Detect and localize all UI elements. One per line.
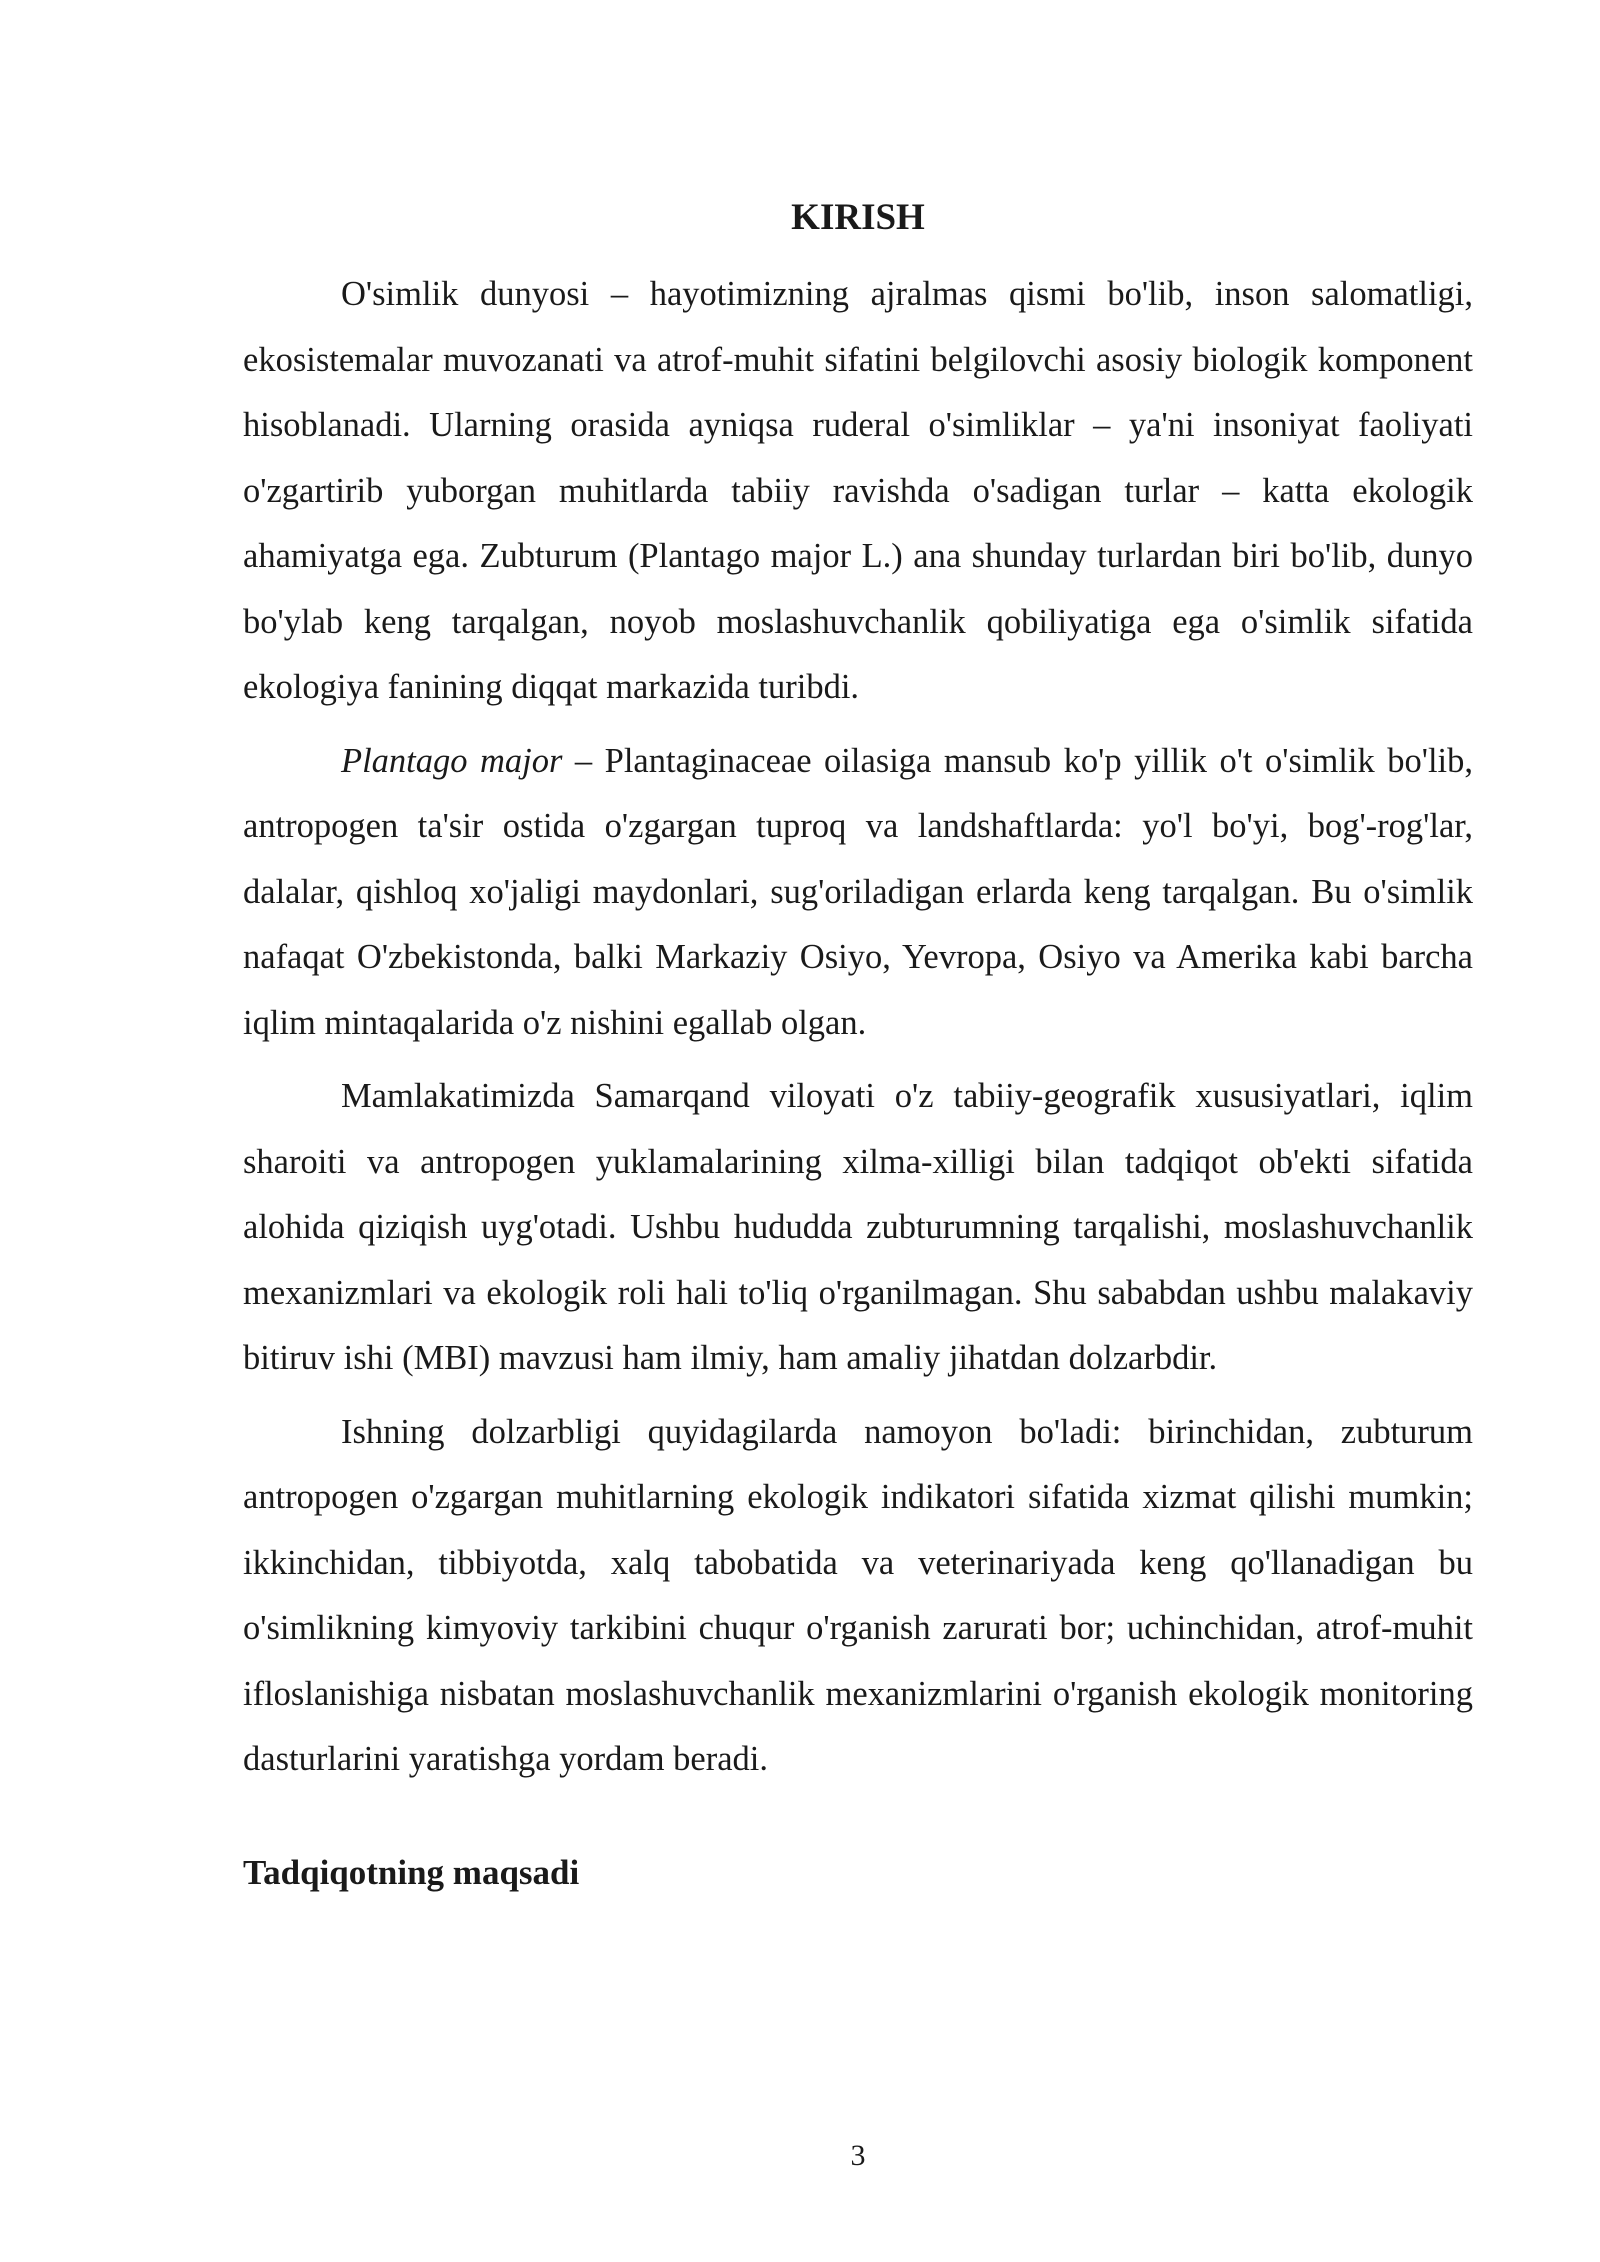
page-title: KIRISH: [791, 197, 925, 238]
paragraph-samarqand: [243, 1064, 1473, 1392]
paragraph-introduction: [243, 262, 1473, 721]
section-heading: Tadqiqotning maqsadi: [243, 1852, 580, 1892]
page-number: 3: [850, 2139, 866, 2172]
species-name-italic: Plantago major: [341, 741, 563, 780]
paragraph-plantago: [243, 729, 1473, 1057]
paragraph-text: – Plantaginaceae oilasiga mansub ko'p yillik o't o'simlik bo'lib, antropogen ta'sir ostida o'zgargan tuproq va landshaftlarda: yo'l bo'yi, bog'-rog'lar, dalalar, qishloq xo'jaligi maydonlari, sug'oriladigan erlarda keng tarqalgan. Bu o'simlik nafaqat O'zbekistonda, balki Markaziy Osiyo, Yevropa, Osiyo va Amerika kabi barcha iqlim mintaqalarida o'z nishini egallab olgan.: [243, 741, 1473, 1042]
paragraph-text: Mamlakatimizda Samarqand viloyati o'z tabiiy-geografik xususiyatlari, iqlim sharoiti va antropogen yuklamalarining xilma-xilligi bilan tadqiqot ob'ekti sifatida alohida qiziqish uyg'otadi. Ushbu hududda zubturumning tarqalishi, moslashuvchanlik mexanizmlari va ekologik roli hali to'liq o'rganilmagan. Shu sababdan ushbu malakaviy bitiruv ishi (MBI) mavzusi ham ilmiy, ham amaliy jihatdan dolzarbdir.: [243, 1077, 1473, 1377]
document-page: [243, 190, 1473, 1901]
paragraph-relevance: [243, 1400, 1473, 1793]
paragraph-text: Ishning dolzarbligi quyidagilarda namoyon bo'ladi: birinchidan, zubturum antropogen o'zgargan muhitlarning ekologik indikatori sifatida xizmat qilishi mumkin; ikkinchidan, tibbiyotda, xalq tabobatida va veterinariyada keng qo'llanadigan bu o'simlikning kimyoviy tarkibini chuqur o'rganish zarurati bor; uchinchidan, atrof-muhit ifloslanishiga nisbatan moslashuvchanlik mexanizmlarini o'rganish ekologik monitoring dasturlarini yaratishga yordam beradi.: [243, 1412, 1473, 1778]
paragraph-text: O'simlik dunyosi – hayotimizning ajralmas qismi bo'lib, inson salomatligi, ekosistemalar muvozanati va atrof-muhit sifatini belgilovchi asosiy biologik komponent hisoblanadi. Ularning orasida ayniqsa ruderal o'simliklar – ya'ni insoniyat faoliyati o'zgartirib yuborgan muhitlarda tabiiy ravishda o'sadigan turlar – katta ekologik ahamiyatga ega. Zubturum (Plantago major L.) ana shunday turlardan biri bo'lib, dunyo bo'ylab keng tarqalgan, noyob moslashuvchanlik qobiliyatiga ega o'simlik sifatida ekologiya fanining diqqat markazida turibdi.: [243, 275, 1473, 706]
